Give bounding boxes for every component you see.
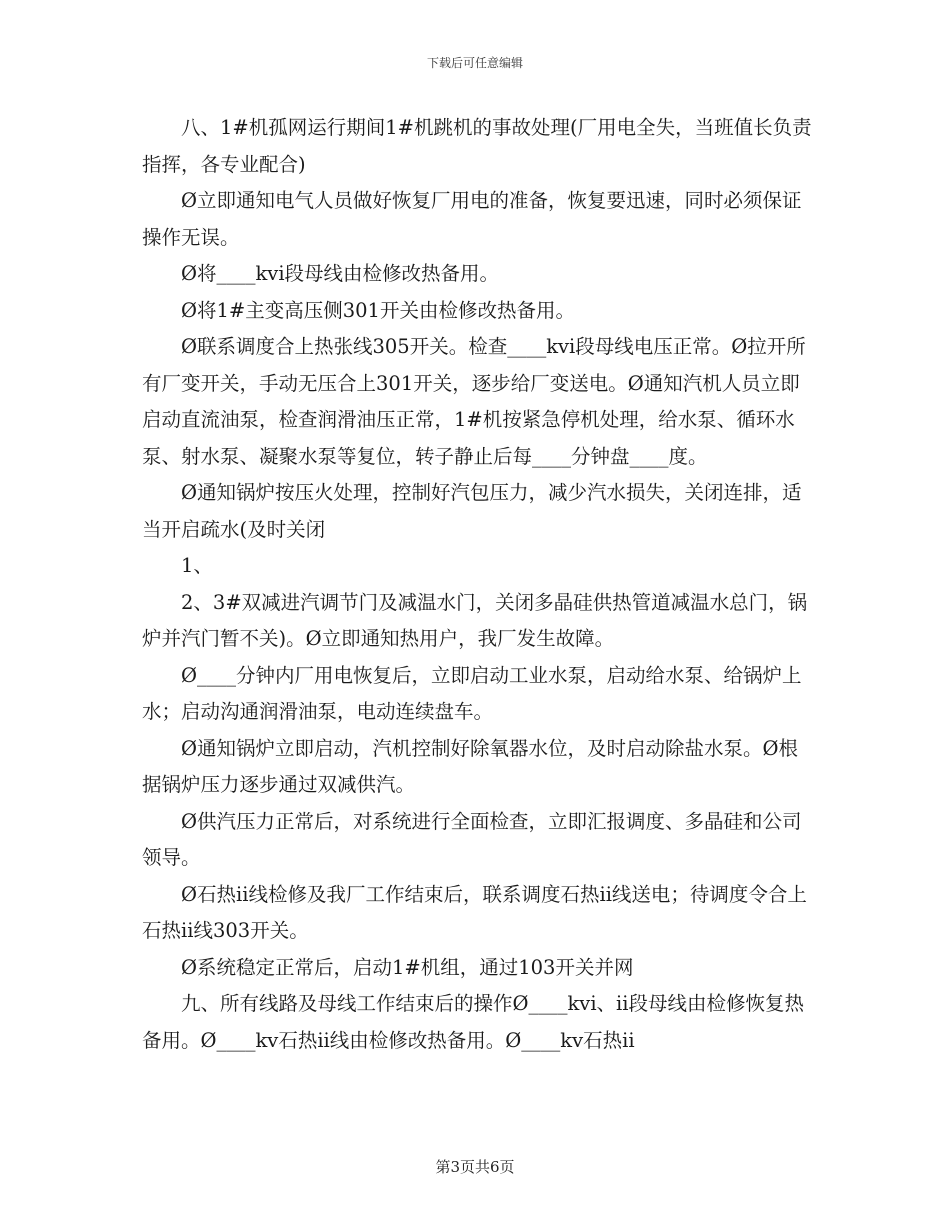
paragraph: Ø通知锅炉立即启动，汽机控制好除氧器水位，及时启动除盐水泵。Ø根据锅炉压力逐步通过双减供汽。: [142, 736, 798, 796]
paragraph: Ø石热ii线检修及我厂工作结束后，联系调度石热ii线送电；待调度令合上石热ii线303开关。: [142, 882, 807, 942]
paragraph: Ø系统稳定正常后，启动1#机组，通过103开关并网: [181, 955, 634, 979]
document-body: [142, 110, 812, 1059]
paragraph: 2、3#双减进汽调节门及减温水门，关闭多晶硅供热管道减温水总门，锅炉并汽门暂不关)。Ø立即通知热用户，我厂发生故障。: [142, 590, 808, 650]
paragraph: Ø联系调度合上热张线305开关。检查____kvi段母线电压正常。Ø拉开所有厂变开关，手动无压合上301开关，逐步给厂变送电。Ø通知汽机人员立即启动直流油泵，检查润滑油压正常，1#机按紧急停机处理，给水泵、循环水泵、射水泵、凝聚水泵等复位，转子静止后每____分钟盘____度。: [142, 335, 806, 468]
paragraph: Ø立即通知电气人员做好恢复厂用电的准备，恢复要迅速，同时必须保证操作无误。: [142, 189, 802, 249]
section-heading-8: 八、1#机孤网运行期间1#机跳机的事故处理(厂用电全失，当班值长负责指挥，各专业配合): [142, 116, 812, 176]
paragraph: Ø通知锅炉按压火处理，控制好汽包压力，减少汽水损失，关闭连排，适当开启疏水(及时关闭: [142, 481, 802, 541]
paragraph: 1、: [181, 554, 213, 577]
paragraph: Ø供汽压力正常后，对系统进行全面检查，立即汇报调度、多晶硅和公司领导。: [142, 809, 802, 869]
page-header: 下载后可任意编辑: [426, 56, 523, 70]
paragraph: Ø____分钟内厂用电恢复后，立即启动工业水泵，启动给水泵、给锅炉上水；启动沟通润滑油泵，电动连续盘车。: [142, 663, 802, 723]
paragraph: Ø将____kvi段母线由检修改热备用。: [181, 262, 500, 285]
section-heading-9: 九、所有线路及母线工作结束后的操作Ø____kvi、ii段母线由检修恢复热备用。Ø____kv石热ii线由检修改热备用。Ø____kv石热ii: [142, 992, 805, 1052]
paragraph: Ø将1#主变高压侧301开关由检修改热备用。: [181, 298, 575, 322]
page-number: 第3页共6页: [435, 1158, 515, 1176]
